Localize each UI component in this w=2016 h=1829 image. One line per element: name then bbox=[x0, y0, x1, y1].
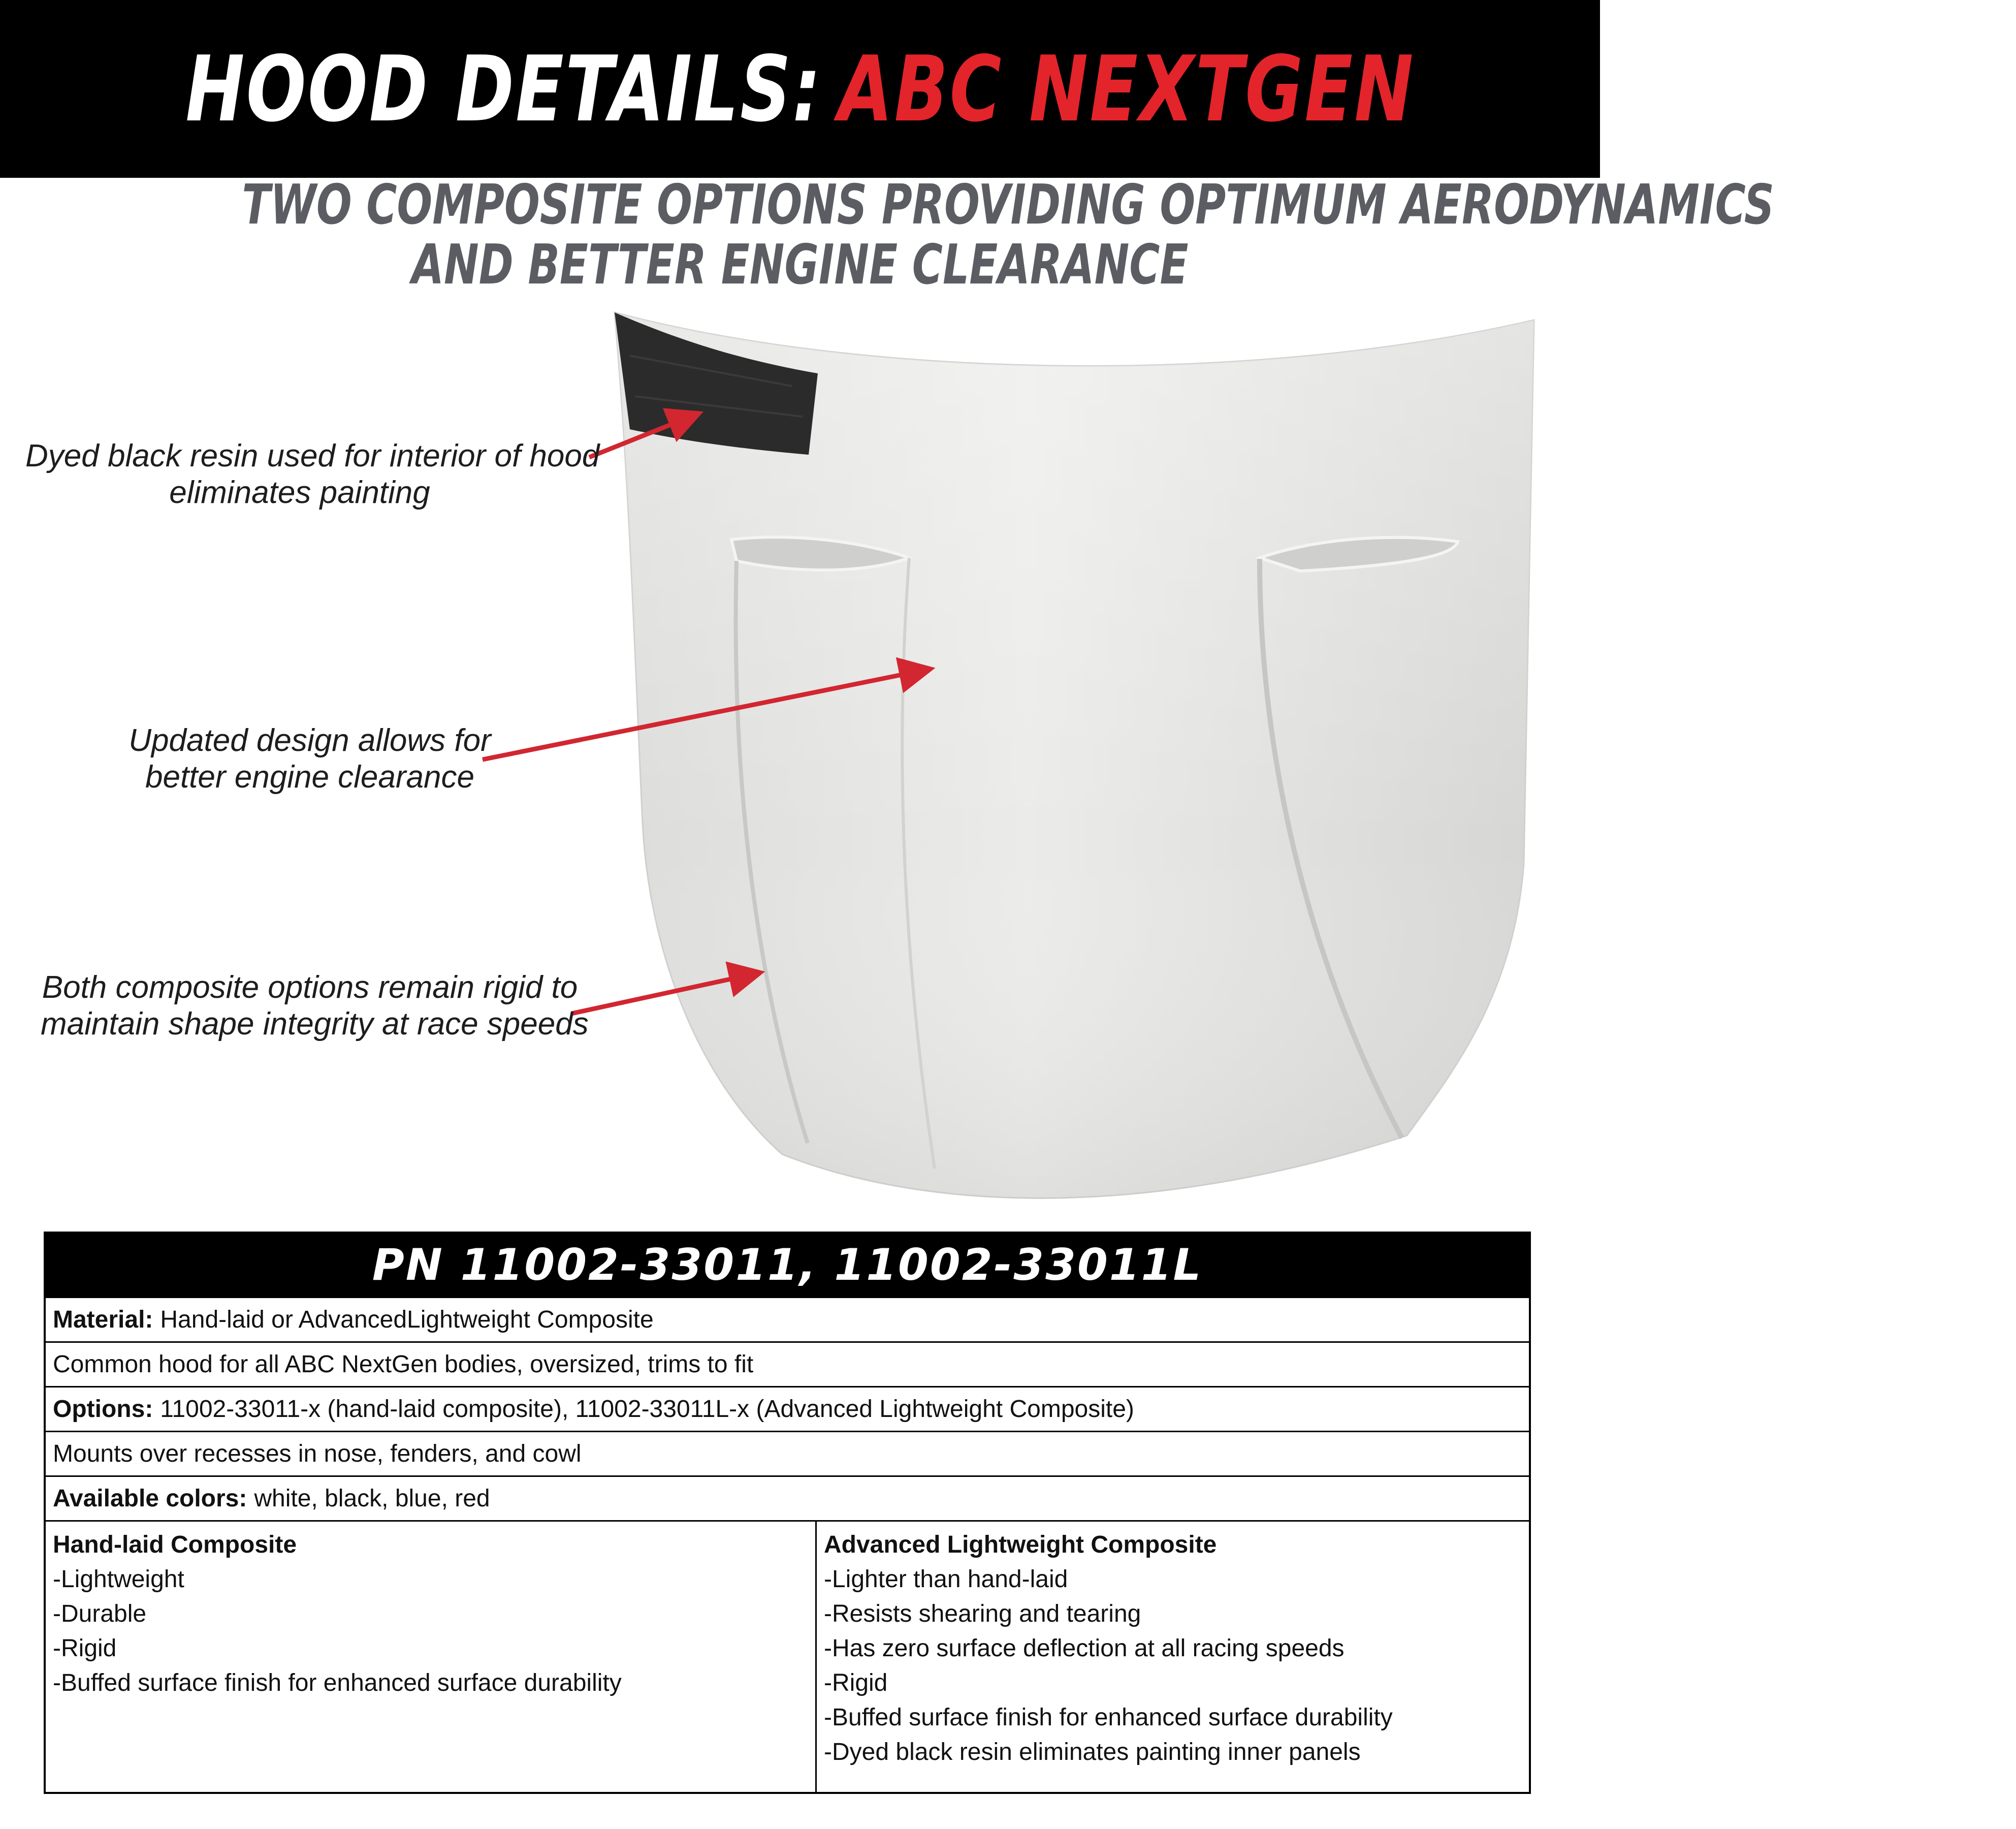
column-title: Hand-laid Composite bbox=[53, 1531, 297, 1558]
spec-table bbox=[44, 1232, 1531, 1794]
title-main: HOOD DETAILS: bbox=[185, 36, 822, 142]
feature-item: -Lighter than hand-laid bbox=[824, 1566, 1068, 1593]
callout-rigid-line-2: maintain shape integrity at race speeds bbox=[41, 1006, 589, 1042]
spec-row-material bbox=[46, 1297, 1529, 1341]
feature-item: -Lightweight bbox=[53, 1566, 184, 1593]
callout-rigid bbox=[41, 969, 589, 1043]
feature-item: -Resists shearing and tearing bbox=[824, 1600, 1141, 1627]
spec-value: 11002-33011-x (hand-laid composite), 11002-33011L-x (Advanced Lightweight Composite) bbox=[160, 1396, 1134, 1423]
callout-resin bbox=[25, 438, 600, 511]
callout-resin-line-2: eliminates painting bbox=[169, 475, 430, 510]
advanced-lightweight-column bbox=[817, 1522, 1529, 1792]
title-model: ABC NEXTGEN bbox=[838, 36, 1415, 142]
spec-value: Mounts over recesses in nose, fenders, and cowl bbox=[53, 1440, 582, 1467]
feature-item: -Dyed black resin eliminates painting inner panels bbox=[824, 1739, 1361, 1765]
spec-key: Options: bbox=[53, 1396, 153, 1423]
spec-row-mounts bbox=[46, 1431, 1529, 1475]
spec-row-options bbox=[46, 1386, 1529, 1431]
feature-item: -Buffed surface finish for enhanced surface durability bbox=[53, 1669, 622, 1696]
feature-item: -Rigid bbox=[824, 1669, 888, 1696]
callout-clearance bbox=[107, 722, 513, 796]
part-number-header: PN 11002-33011, 11002-33011L bbox=[46, 1234, 1529, 1297]
feature-item: -Rigid bbox=[53, 1635, 117, 1662]
spec-key: Available colors: bbox=[53, 1485, 247, 1512]
spec-value: white, black, blue, red bbox=[254, 1485, 490, 1512]
callout-clearance-line-2: better engine clearance bbox=[145, 760, 474, 795]
subtitle-line-1: TWO COMPOSITE OPTIONS PROVIDING OPTIMUM AERODYNAMICS bbox=[242, 173, 1775, 237]
callout-clearance-line-1: Updated design allows for bbox=[129, 723, 491, 758]
spec-value: Hand-laid or AdvancedLightweight Composite bbox=[160, 1306, 654, 1333]
composite-comparison bbox=[46, 1520, 1529, 1792]
callout-resin-line-1: Dyed black resin used for interior of hood bbox=[25, 438, 600, 474]
callout-rigid-line-1: Both composite options remain rigid to bbox=[42, 970, 578, 1005]
feature-item: -Buffed surface finish for enhanced surface durability bbox=[824, 1704, 1393, 1731]
hand-laid-column bbox=[46, 1522, 817, 1792]
subtitle-line-2: AND BETTER ENGINE CLEARANCE bbox=[411, 233, 1189, 297]
spec-row-colors bbox=[46, 1475, 1529, 1520]
feature-item: -Durable bbox=[53, 1600, 147, 1627]
column-title: Advanced Lightweight Composite bbox=[824, 1531, 1217, 1558]
spec-row-common bbox=[46, 1341, 1529, 1386]
spec-key: Material: bbox=[53, 1306, 153, 1333]
feature-item: -Has zero surface deflection at all racing speeds bbox=[824, 1635, 1345, 1662]
spec-value: Common hood for all ABC NextGen bodies, oversized, trims to fit bbox=[53, 1351, 754, 1378]
